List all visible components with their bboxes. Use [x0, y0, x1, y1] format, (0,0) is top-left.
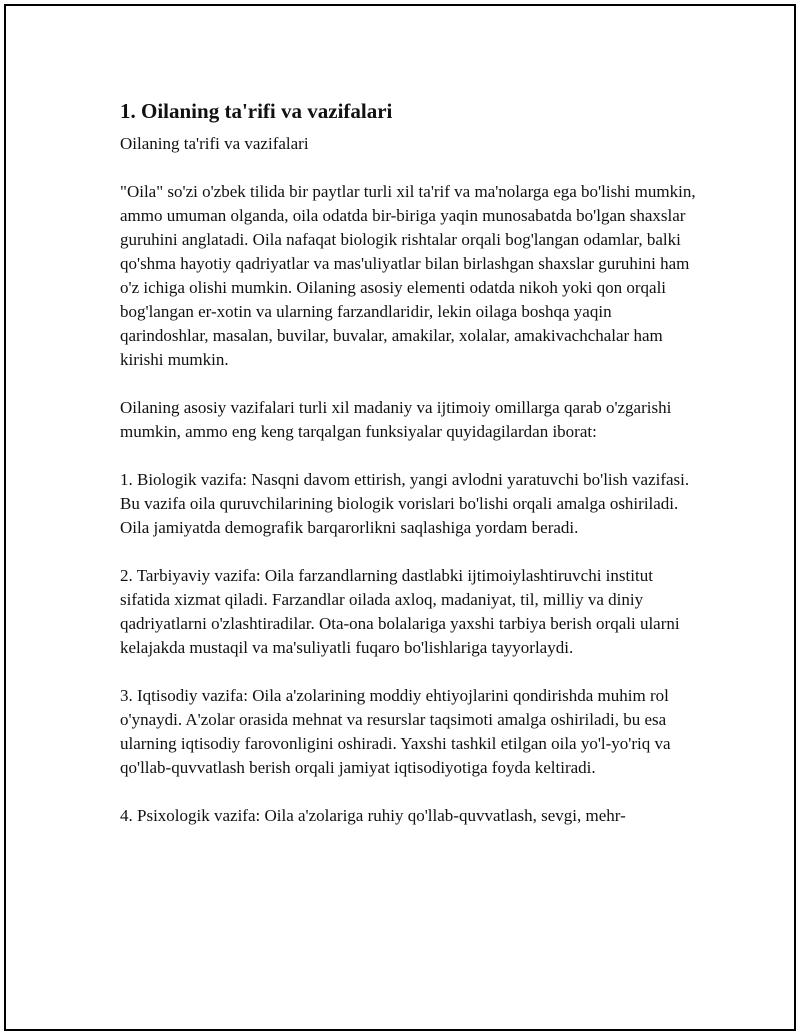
paragraph-economic-function: 3. Iqtisodiy vazifa: Oila a'zolarining moddiy ehtiyojlarini qondirishda muhim rol o'ynaydi. A'zolar orasida mehnat va resurslar taqsimoti amalga oshiriladi, bu esa ularning iqtisodiy farovonligini oshiradi. Yaxshi tashkil etilgan oila yo'l-yo'riq va qo'llab-quvvatlash berish orqali jamiyat iqtisodiyotiga foyda keltiradi. [120, 686, 671, 777]
page-frame [4, 4, 796, 1031]
paragraph-definition: "Oila" so'zi o'zbek tilida bir paytlar turli xil ta'rif va ma'nolarga ega bo'lishi mumkin, ammo umuman olganda, oila odatda bir-biriga yaqin munosabatda bo'lgan shaxslar guruhini anglatadi. Oila nafaqat biologik rishtalar orqali bog'langan odamlar, balki qo'shma hayotiy qadriyatlar va mas'uliyatlar bilan birlashgan shaxslar guruhini ham o'z ichiga olishi mumkin. Oilaning asosiy elementi odatda nikoh yoki qon orqali bog'langan er-xotin va ularning farzandlaridir, lekin oilaga boshqa yaqin qarindoshlar, masalan, buvilar, buvalar, amakilar, xolalar, amakivachchalar ham kirishi mumkin. [120, 182, 696, 369]
document-title: 1. Oilaning ta'rifi va vazifalari [120, 99, 393, 123]
document-subtitle: Oilaning ta'rifi va vazifalari [120, 134, 309, 153]
paragraph-educational-function: 2. Tarbiyaviy vazifa: Oila farzandlarning dastlabki ijtimoiylashtiruvchi institut sifatida xizmat qiladi. Farzandlar oilada axloq, madaniyat, til, milliy va diniy qadriyatlarni o'zlashtiradilar. Ota-ona bolalariga yaxshi tarbiya berish orqali ularni kelajakda mustaqil va ma'suliyatli fuqaro bo'lishlariga tayyorlaydi. [120, 566, 680, 657]
document-body [120, 98, 700, 828]
paragraph-biological-function: 1. Biologik vazifa: Nasqni davom ettirish, yangi avlodni yaratuvchi bo'lish vazifasi. Bu vazifa oila quruvchilarining biologik vorislari bo'lishi orqali amalga oshiriladi. Oila jamiyatda demografik barqarorlikni saqlashiga yordam beradi. [120, 470, 690, 537]
paragraph-psychological-function: 4. Psixologik vazifa: Oila a'zolariga ruhiy qo'llab-quvvatlash, sevgi, mehr- [120, 806, 626, 825]
paragraph-functions-intro: Oilaning asosiy vazifalari turli xil madaniy va ijtimoiy omillarga qarab o'zgarishi mumkin, ammo eng keng tarqalgan funksiyalar quyidagilardan iborat: [120, 398, 672, 441]
